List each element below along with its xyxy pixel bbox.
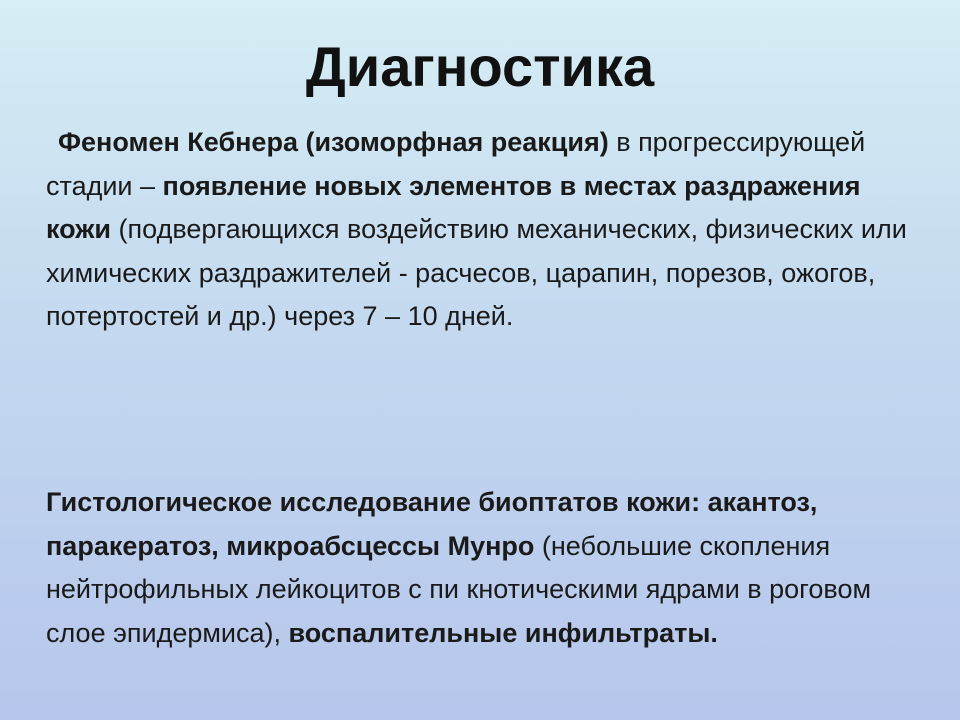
slide-title: Диагностика	[305, 35, 655, 98]
koebner-paragraph	[46, 121, 926, 339]
histology-findings-term: Гистологическое исследование биоптатов кожи: акантоз, паракератоз, микроабсцессы Мунро	[46, 487, 818, 561]
koebner-phenomenon-term: Феномен Кебнера (изоморфная реакция)	[58, 127, 609, 157]
koebner-stage-text: в прогрессирующей стадии –	[46, 127, 866, 201]
irritants-text: (подвергающихся воздействию механических, физических или химических раздражителей - расчесов, царапин, порезов, ожогов, потертостей и др.) через 7 – 10 дней.	[46, 214, 907, 331]
histology-paragraph	[46, 481, 926, 655]
munro-description-text: (небольшие скопления нейтрофильных лейкоцитов с пи кнотическими ядрами в роговом слое эпидермиса),	[46, 530, 872, 648]
new-elements-emphasis: появление новых элементов в местах раздражения кожи	[46, 170, 861, 244]
inflammatory-infiltrates-emphasis: воспалительные инфильтраты.	[288, 617, 718, 648]
